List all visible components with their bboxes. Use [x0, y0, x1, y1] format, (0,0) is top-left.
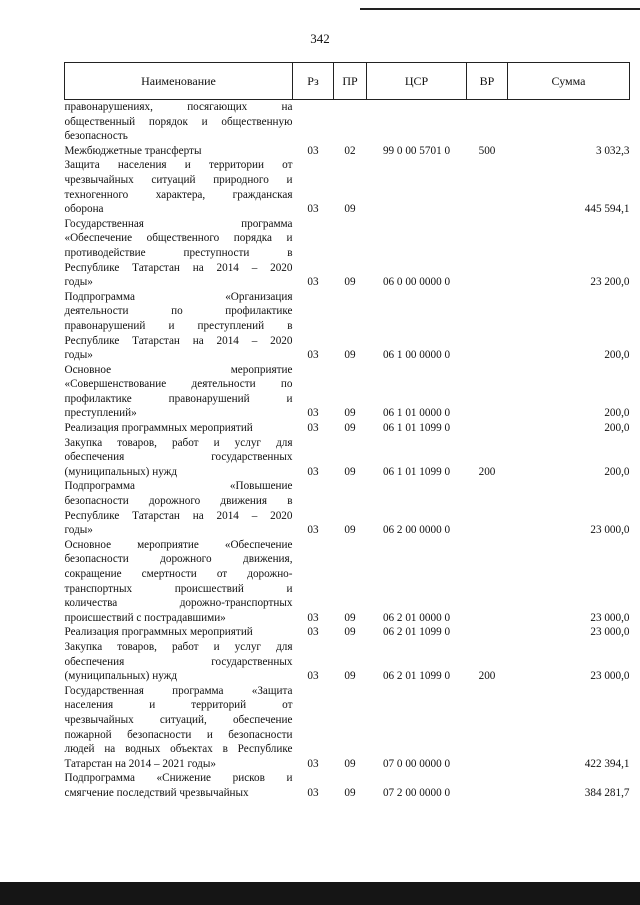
row-name-line: Реализация программных мероприятий	[64, 626, 253, 639]
row-name	[65, 144, 293, 159]
row-sum: 23 000,0	[590, 670, 630, 683]
header-rz: Рз	[293, 63, 334, 100]
row-vr	[467, 217, 508, 290]
row-name-line: сокращение смертности от дорожно-	[64, 568, 293, 580]
row-name-line: обеспечения государственных	[64, 451, 293, 464]
row-sum: 23 000,0	[590, 524, 630, 537]
row-vr: 200	[478, 670, 496, 683]
row-name-line: техногенного характера, гражданская	[64, 188, 293, 201]
row-csr: 06 1 00 0000 0	[382, 349, 451, 362]
header-row	[65, 63, 630, 100]
table-row	[65, 436, 630, 480]
table-row	[65, 538, 630, 626]
row-name	[65, 436, 293, 480]
row-pr: 09	[344, 407, 356, 420]
row-name-line: пожарной безопасности и безопасности	[64, 728, 293, 741]
row-name-line: обеспечения государственных	[64, 655, 293, 668]
row-name	[65, 158, 293, 216]
row-sum: 200,0	[604, 422, 630, 435]
row-sum: 422 394,1	[584, 757, 630, 770]
row-rz: 03	[307, 786, 319, 799]
row-name-line: «Обеспечение общественного порядка и	[64, 232, 293, 245]
row-sum	[508, 100, 630, 144]
row-csr	[367, 100, 467, 144]
row-name-line: правонарушениях, посягающих на	[64, 101, 293, 113]
row-name-line: противодействие преступности в	[64, 246, 293, 259]
row-vr	[467, 363, 508, 421]
row-name-line: Защита населения и территории от	[64, 159, 293, 172]
table-row	[65, 479, 630, 537]
row-rz: 03	[307, 203, 319, 216]
row-name	[65, 290, 293, 363]
row-name-line: правонарушений и преступлений в	[64, 319, 293, 332]
table-row	[65, 363, 630, 421]
row-name	[65, 625, 293, 640]
table-row	[65, 100, 630, 144]
row-name-line: Республике Татарстан на 2014 – 2020	[64, 334, 293, 347]
row-name	[65, 538, 293, 626]
row-pr: 09	[344, 465, 356, 478]
row-sum: 23 200,0	[590, 276, 630, 289]
row-csr: 06 1 01 1099 0	[382, 465, 451, 478]
row-name-line: безопасности дорожного движения в	[64, 495, 293, 508]
row-name-line: безопасности дорожного движения,	[64, 553, 293, 566]
table-row	[65, 290, 630, 363]
row-pr: 09	[344, 626, 356, 639]
row-vr	[467, 290, 508, 363]
top-rule	[360, 8, 640, 10]
table-row	[65, 158, 630, 216]
row-rz: 03	[307, 757, 319, 770]
row-name-line: Республике Татарстан на 2014 – 2020	[64, 509, 293, 522]
table-row	[65, 771, 630, 800]
row-rz: 03	[307, 276, 319, 289]
row-vr	[467, 625, 508, 640]
row-csr	[367, 158, 467, 216]
row-vr	[467, 158, 508, 216]
row-vr	[467, 479, 508, 537]
row-name	[65, 421, 293, 436]
row-name-line: общественный порядок и общественную	[64, 115, 293, 128]
row-rz: 03	[307, 465, 319, 478]
row-rz: 03	[307, 611, 319, 624]
row-sum: 200,0	[604, 465, 630, 478]
table-row	[65, 144, 630, 159]
row-name-line: Государственная программа	[64, 217, 293, 230]
row-name-line: (муниципальных) нужд	[64, 465, 178, 478]
row-name-line: Республике Татарстан на 2014 – 2020	[64, 261, 293, 274]
row-pr: 09	[344, 276, 356, 289]
row-name-line: транспортных происшествий и	[64, 582, 293, 595]
row-name-line: Основное мероприятие «Обеспечение	[64, 538, 293, 551]
row-name-line: (муниципальных) нужд	[64, 670, 178, 683]
row-name-line: преступлений»	[64, 407, 137, 420]
row-sum: 3 032,3	[595, 144, 630, 157]
header-pr: ПР	[334, 63, 367, 100]
row-name-line: количества дорожно-транспортных	[64, 597, 293, 610]
row-vr	[467, 684, 508, 772]
row-pr: 09	[344, 203, 356, 216]
row-pr: 02	[344, 144, 356, 157]
row-name-line: людей на водных объектах в Республике	[64, 743, 293, 756]
row-pr: 09	[344, 757, 356, 770]
row-name	[65, 771, 293, 800]
row-vr	[467, 771, 508, 800]
table-row	[65, 625, 630, 640]
row-sum: 23 000,0	[590, 626, 630, 639]
row-sum: 384 281,7	[584, 786, 630, 799]
row-name-line: Подпрограмма «Организация	[64, 290, 293, 303]
row-vr	[467, 100, 508, 144]
row-name-line: годы»	[64, 524, 93, 537]
row-csr: 06 2 00 0000 0	[382, 524, 451, 537]
row-csr: 06 2 01 0000 0	[382, 611, 451, 624]
header-csr: ЦСР	[367, 63, 467, 100]
row-pr: 09	[344, 670, 356, 683]
row-rz: 03	[307, 407, 319, 420]
row-name-line: Реализация программных мероприятий	[64, 422, 253, 435]
row-vr: 200	[478, 465, 496, 478]
row-name-line: Закупка товаров, работ и услуг для	[64, 436, 293, 449]
header-vr: ВР	[467, 63, 508, 100]
row-name-line: Межбюджетные трансферты	[64, 144, 202, 157]
row-rz	[293, 100, 334, 144]
row-name-line: происшествий с пострадавшими»	[64, 611, 226, 624]
row-csr: 06 0 00 0000 0	[382, 276, 451, 289]
row-csr: 06 1 01 1099 0	[382, 422, 451, 435]
row-rz: 03	[307, 670, 319, 683]
row-name-line: годы»	[64, 349, 93, 362]
row-name-line: смягчение последствий чрезвычайных	[64, 786, 249, 799]
budget-table	[64, 62, 630, 801]
table-body	[65, 100, 630, 801]
row-rz: 03	[307, 524, 319, 537]
header-sum: Сумма	[508, 63, 630, 100]
row-vr	[467, 421, 508, 436]
row-name-line: Основное мероприятие	[64, 363, 293, 376]
row-vr: 500	[478, 144, 496, 157]
row-name-line: Татарстан на 2014 – 2021 годы»	[64, 757, 216, 770]
row-name	[65, 217, 293, 290]
row-name	[65, 100, 293, 144]
row-name-line: населения и территорий от	[64, 699, 293, 712]
row-sum: 200,0	[604, 349, 630, 362]
row-name-line: оборона	[64, 203, 104, 216]
row-csr: 07 2 00 0000 0	[382, 786, 451, 799]
row-csr: 99 0 00 5701 0	[382, 144, 451, 157]
row-sum: 23 000,0	[590, 611, 630, 624]
row-name-line: чрезвычайных ситуаций природного и	[64, 173, 293, 186]
row-csr: 06 2 01 1099 0	[382, 626, 451, 639]
row-name-line: Закупка товаров, работ и услуг для	[64, 640, 293, 653]
row-name	[65, 684, 293, 772]
row-name-line: Государственная программа «Защита	[64, 684, 293, 697]
row-name-line: профилактике правонарушений и	[64, 392, 293, 405]
row-pr: 09	[344, 611, 356, 624]
row-name-line: «Совершенствование деятельности по	[64, 378, 293, 391]
header-name: Наименование	[65, 63, 293, 100]
row-name-line: Подпрограмма «Повышение	[64, 480, 293, 493]
row-rz: 03	[307, 144, 319, 157]
table-row	[65, 421, 630, 436]
row-pr: 09	[344, 349, 356, 362]
scan-bottom-edge	[0, 882, 640, 905]
page-number: 342	[310, 31, 330, 46]
table-row	[65, 684, 630, 772]
row-pr: 09	[344, 422, 356, 435]
row-csr: 06 1 01 0000 0	[382, 407, 451, 420]
row-name-line: чрезвычайных ситуаций, обеспечение	[64, 713, 293, 726]
row-name-line: годы»	[64, 276, 93, 289]
row-name-line: деятельности по профилактике	[64, 305, 293, 318]
table-header	[65, 63, 630, 100]
row-rz: 03	[307, 349, 319, 362]
row-rz: 03	[307, 626, 319, 639]
row-vr	[467, 538, 508, 626]
row-pr	[334, 100, 367, 144]
row-sum: 200,0	[604, 407, 630, 420]
row-sum: 445 594,1	[584, 203, 630, 216]
row-csr: 06 2 01 1099 0	[382, 670, 451, 683]
row-name	[65, 640, 293, 684]
row-pr: 09	[344, 524, 356, 537]
row-pr: 09	[344, 786, 356, 799]
row-name-line: безопасность	[64, 130, 128, 143]
row-name	[65, 479, 293, 537]
row-name-line: Подпрограмма «Снижение рисков и	[64, 772, 293, 785]
table-row	[65, 217, 630, 290]
row-rz: 03	[307, 422, 319, 435]
row-csr: 07 0 00 0000 0	[382, 757, 451, 770]
table-row	[65, 640, 630, 684]
row-name	[65, 363, 293, 421]
